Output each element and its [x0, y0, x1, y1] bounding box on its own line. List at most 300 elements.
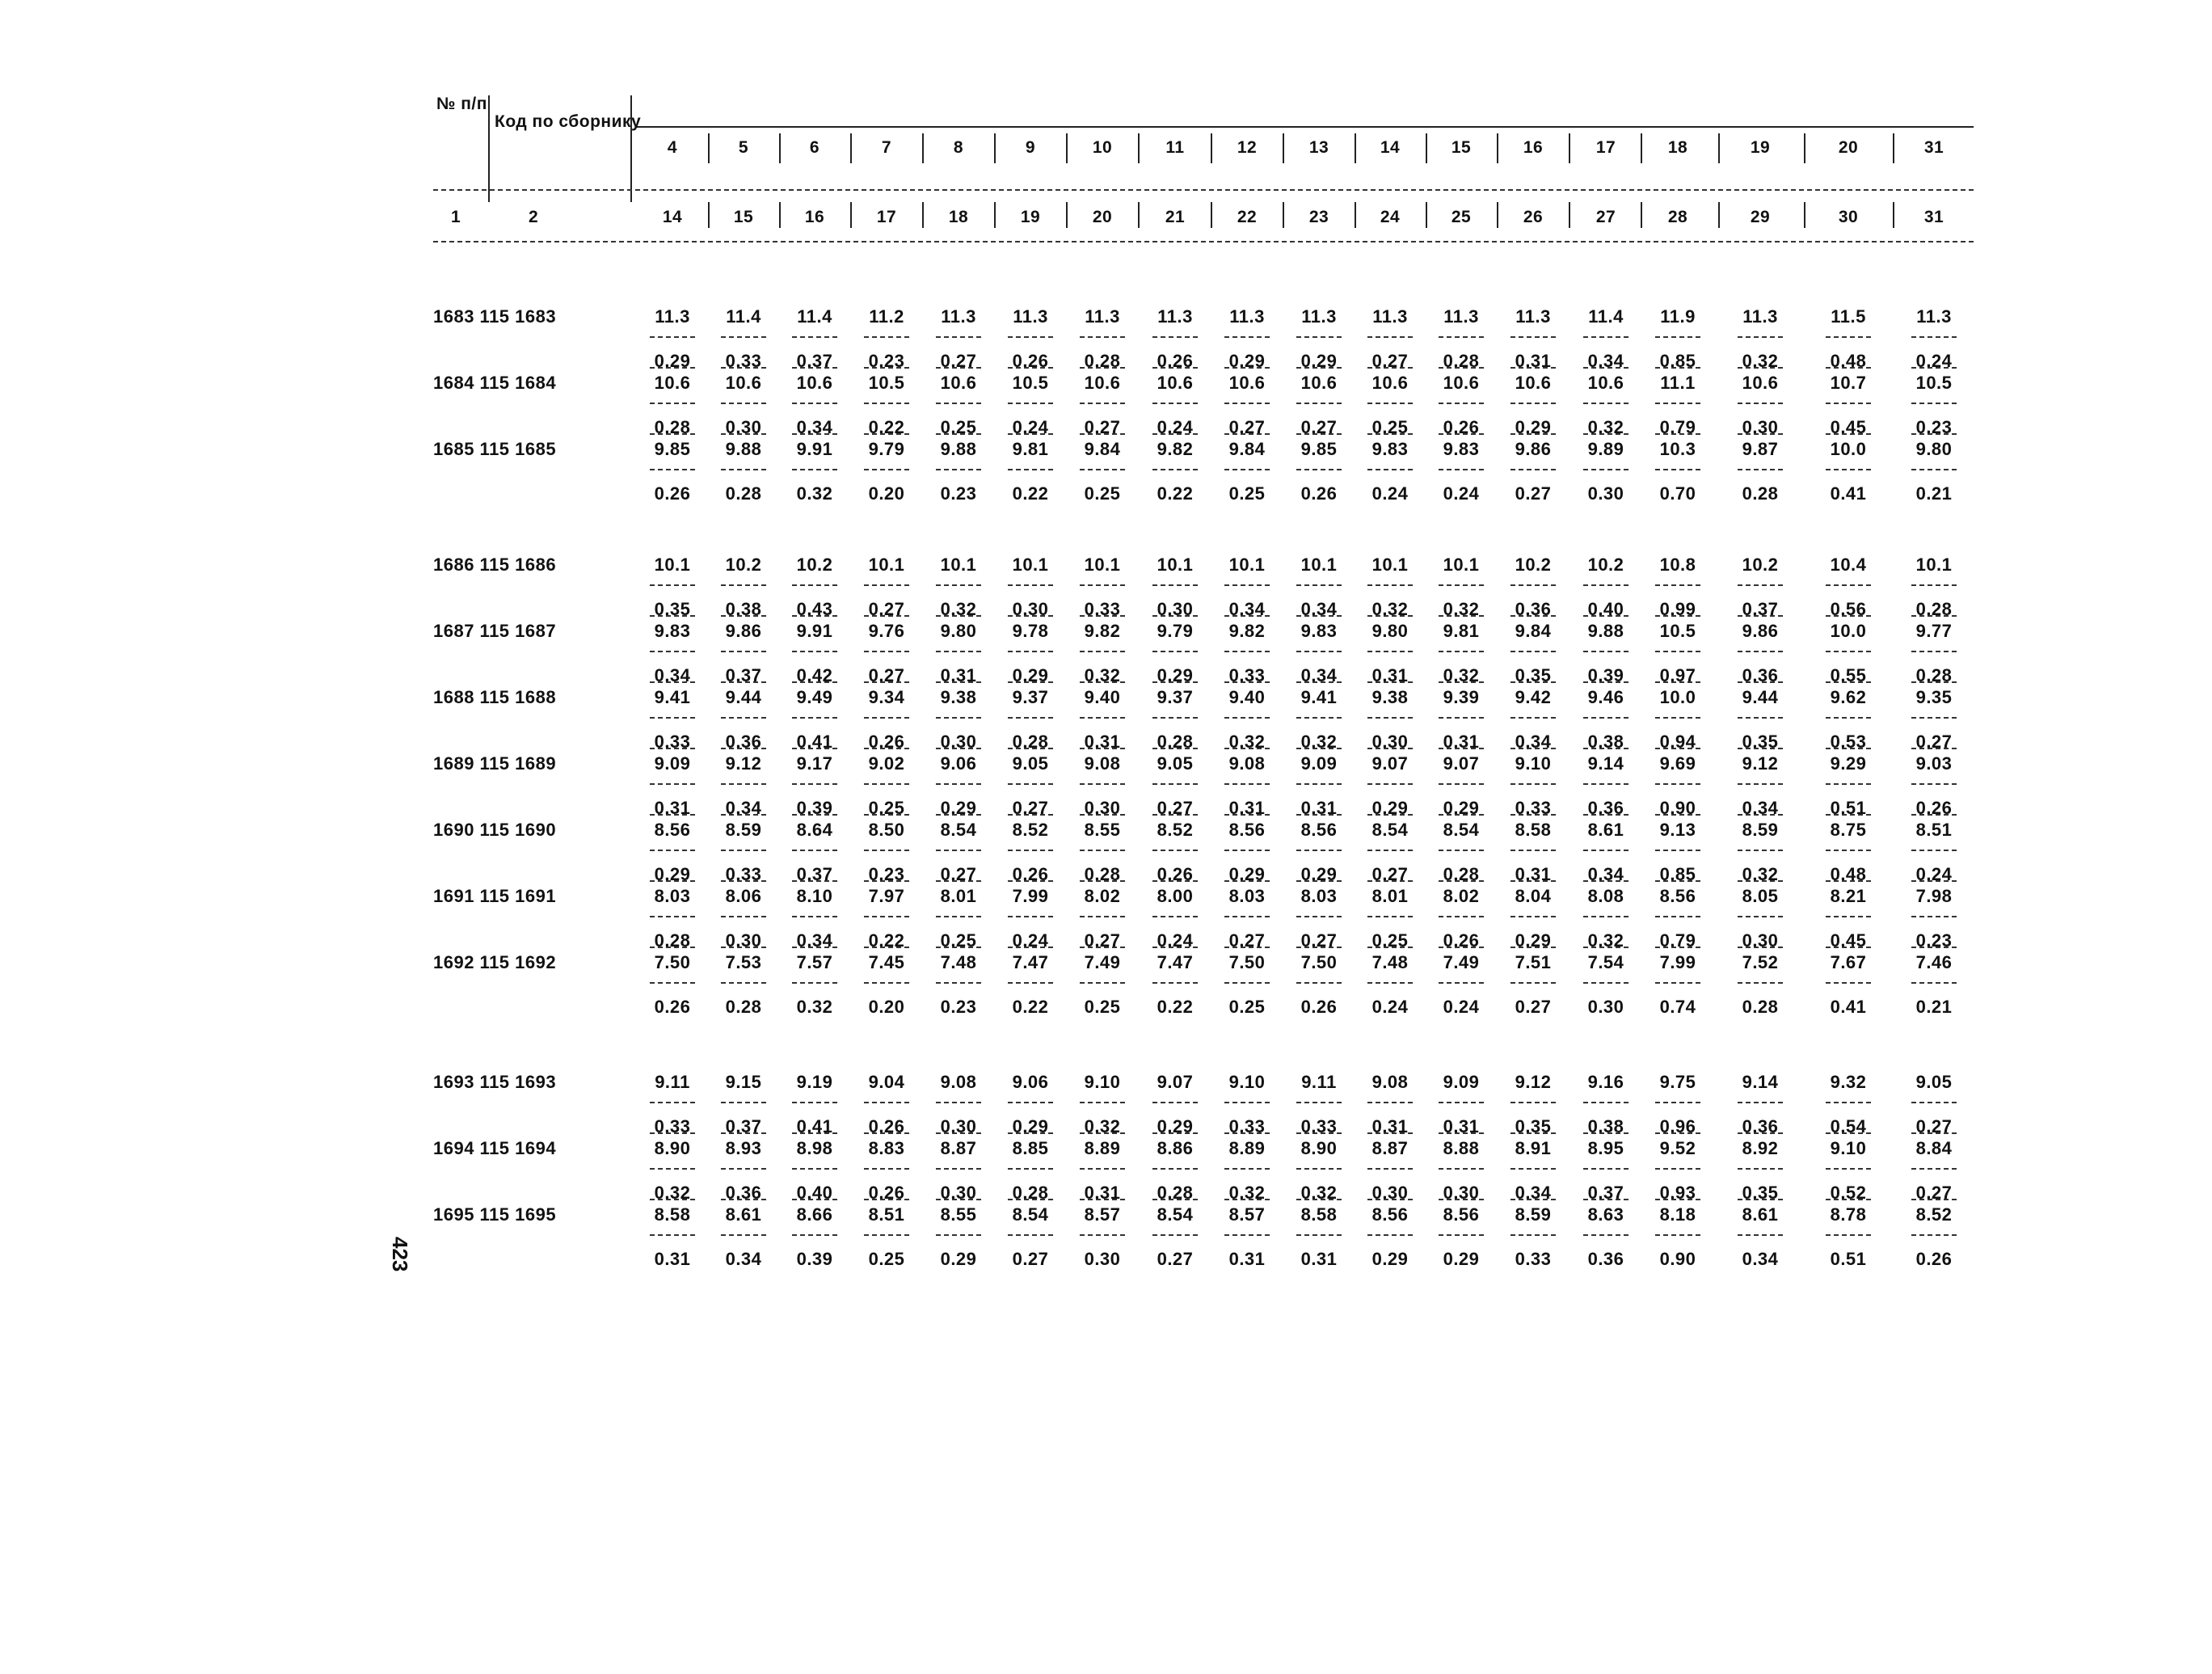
cell-value: 0.29	[1228, 351, 1266, 371]
fraction-dash	[1152, 982, 1198, 984]
cell-value: 0.34	[654, 665, 691, 685]
fraction-dash	[1296, 748, 1342, 749]
fraction-dash	[1738, 880, 1783, 882]
header-col2-label: Код по сборнику	[495, 112, 642, 131]
cell-value: 0.22	[1157, 997, 1194, 1017]
cell-value: 0.29	[1300, 351, 1338, 371]
fraction-dash	[1439, 880, 1484, 882]
header-column-divider	[1497, 133, 1498, 163]
fraction-dash	[1224, 336, 1270, 338]
cell-value: 0.31	[1371, 665, 1409, 685]
fraction-dash	[721, 433, 766, 435]
fraction-dash	[1510, 717, 1556, 719]
cell-value: 0.24	[1443, 483, 1480, 504]
cell-value: 0.29	[654, 864, 691, 884]
cell-value: 8.63	[1587, 1204, 1624, 1225]
fraction-dash	[1080, 615, 1125, 617]
cell-value: 0.97	[1659, 665, 1696, 685]
cell-value: 8.91	[1515, 1138, 1552, 1158]
fraction-dash	[1439, 947, 1484, 948]
fraction-dash	[1008, 748, 1053, 749]
cell-value: 11.4	[726, 306, 761, 327]
fraction-dash	[1583, 717, 1628, 719]
cell-value: 8.56	[1371, 1204, 1409, 1225]
cell-value: 0.32	[1443, 599, 1480, 619]
cell-value: 0.28	[1084, 351, 1121, 371]
fraction-dash	[1911, 1102, 1957, 1103]
cell-value: 0.29	[940, 798, 977, 818]
fraction-dash	[1738, 814, 1783, 816]
fraction-dash	[1826, 916, 1871, 917]
cell-value: 8.58	[1300, 1204, 1338, 1225]
cell-value: 0.48	[1830, 864, 1867, 884]
cell-value: 0.36	[1742, 665, 1779, 685]
fraction-dash	[721, 336, 766, 338]
row-label: 1690 115 1690	[433, 820, 557, 840]
fraction-dash	[1296, 584, 1342, 586]
fraction-dash	[1911, 1132, 1957, 1134]
header-top-number: 16	[1523, 138, 1544, 157]
cell-value: 8.87	[940, 1138, 977, 1158]
cell-value: 0.30	[940, 1183, 977, 1203]
fraction-dash	[1224, 1234, 1270, 1236]
cell-value: 0.30	[1084, 1249, 1121, 1269]
cell-value: 7.51	[1515, 952, 1552, 972]
fraction-dash	[1738, 850, 1783, 851]
fraction-dash	[1655, 336, 1700, 338]
cell-value: 0.34	[796, 417, 833, 437]
cell-value: 8.57	[1084, 1204, 1121, 1225]
cell-value: 8.58	[1515, 820, 1552, 840]
fraction-dash	[1738, 717, 1783, 719]
header-column-divider	[994, 202, 996, 228]
fraction-dash	[1738, 367, 1783, 369]
cell-value: 9.19	[796, 1072, 833, 1092]
cell-value: 9.07	[1443, 753, 1480, 774]
cell-value: 0.31	[1515, 864, 1552, 884]
cell-value: 8.54	[940, 820, 977, 840]
cell-value: 8.08	[1587, 886, 1624, 906]
fraction-dash	[1911, 1234, 1957, 1236]
fraction-dash	[1655, 651, 1700, 652]
cell-value: 0.33	[1084, 599, 1121, 619]
fraction-dash	[721, 880, 766, 882]
cell-value: 0.25	[940, 417, 977, 437]
cell-value: 0.29	[1300, 864, 1338, 884]
cell-value: 0.27	[1228, 417, 1266, 437]
fraction-dash	[1367, 403, 1413, 404]
fraction-dash	[1224, 1132, 1270, 1134]
cell-value: 9.32	[1830, 1072, 1867, 1092]
fraction-dash	[1510, 783, 1556, 785]
cell-value: 0.31	[1228, 798, 1266, 818]
cell-value: 0.32	[1742, 351, 1779, 371]
fraction-dash	[1080, 783, 1125, 785]
fraction-dash	[1080, 982, 1125, 984]
fraction-dash	[1008, 880, 1053, 882]
fraction-dash	[1224, 433, 1270, 435]
fraction-dash	[1655, 1234, 1700, 1236]
cell-value: 0.27	[1157, 798, 1194, 818]
fraction-dash	[936, 783, 981, 785]
cell-value: 0.32	[654, 1183, 691, 1203]
cell-value: 8.83	[868, 1138, 905, 1158]
header-bottom-number: 17	[876, 208, 897, 226]
header-column-divider	[850, 133, 852, 163]
fraction-dash	[1826, 850, 1871, 851]
fraction-dash	[936, 584, 981, 586]
row-label: 1689 115 1689	[433, 753, 557, 774]
fraction-dash	[1008, 814, 1053, 816]
fraction-dash	[1008, 615, 1053, 617]
cell-value: 9.84	[1084, 439, 1121, 459]
cell-value: 0.29	[1012, 665, 1049, 685]
cell-value: 0.41	[1830, 997, 1867, 1017]
fraction-dash	[1224, 947, 1270, 948]
cell-value: 0.27	[868, 599, 905, 619]
cell-value: 0.27	[1084, 417, 1121, 437]
cell-value: 9.11	[655, 1072, 690, 1092]
cell-value: 0.53	[1830, 732, 1867, 752]
fraction-dash	[936, 1199, 981, 1200]
fraction-dash	[721, 850, 766, 851]
fraction-dash	[1655, 947, 1700, 948]
cell-value: 0.27	[1371, 351, 1409, 371]
fraction-dash	[1367, 982, 1413, 984]
header-col1-label: № п/п	[436, 95, 487, 113]
cell-value: 0.37	[725, 665, 762, 685]
cell-value: 0.23	[1915, 417, 1953, 437]
cell-value: 8.51	[868, 1204, 905, 1225]
cell-value: 9.79	[1157, 621, 1194, 641]
cell-value: 0.23	[868, 864, 905, 884]
cell-value: 11.2	[869, 306, 904, 327]
fraction-dash	[1008, 433, 1053, 435]
fraction-dash	[1738, 1199, 1783, 1200]
cell-value: 0.26	[1012, 351, 1049, 371]
fraction-dash	[1655, 880, 1700, 882]
cell-value: 10.6	[1228, 373, 1266, 393]
cell-value: 0.70	[1659, 483, 1696, 504]
cell-value: 10.2	[725, 554, 762, 575]
header-column-divider	[708, 133, 710, 163]
fraction-dash	[1296, 916, 1342, 917]
cell-value: 8.03	[654, 886, 691, 906]
cell-value: 7.48	[1371, 952, 1409, 972]
fraction-dash	[1826, 367, 1871, 369]
fraction-dash	[1224, 403, 1270, 404]
cell-value: 0.29	[1515, 930, 1552, 951]
cell-value: 9.06	[940, 753, 977, 774]
fraction-dash	[792, 850, 837, 851]
cell-value: 9.82	[1228, 621, 1266, 641]
cell-value: 0.24	[1012, 930, 1049, 951]
cell-value: 0.24	[1371, 997, 1409, 1017]
cell-value: 11.3	[1013, 306, 1048, 327]
cell-value: 0.79	[1659, 930, 1696, 951]
fraction-dash	[936, 651, 981, 652]
header-bottom-number: 20	[1092, 208, 1113, 226]
cell-value: 0.22	[1012, 997, 1049, 1017]
header-column-divider	[1211, 202, 1212, 228]
cell-value: 0.31	[1371, 1116, 1409, 1136]
fraction-dash	[1367, 947, 1413, 948]
fraction-dash	[1152, 1132, 1198, 1134]
fraction-dash	[936, 916, 981, 917]
cell-value: 10.1	[1300, 554, 1338, 575]
cell-value: 10.1	[868, 554, 905, 575]
fraction-dash	[1296, 982, 1342, 984]
cell-value: 9.83	[1371, 439, 1409, 459]
page-number: 423	[388, 1237, 412, 1272]
cell-value: 9.11	[1301, 1072, 1337, 1092]
cell-value: 0.22	[1157, 483, 1194, 504]
cell-value: 10.1	[1228, 554, 1266, 575]
cell-value: 0.74	[1659, 997, 1696, 1017]
header-column-divider	[1718, 202, 1720, 228]
fraction-dash	[1152, 748, 1198, 749]
cell-value: 0.28	[725, 483, 762, 504]
cell-value: 9.88	[725, 439, 762, 459]
cell-value: 0.26	[868, 1116, 905, 1136]
fraction-dash	[1655, 584, 1700, 586]
cell-value: 0.30	[940, 1116, 977, 1136]
fraction-dash	[1655, 1199, 1700, 1200]
fraction-dash	[1439, 584, 1484, 586]
cell-value: 7.57	[796, 952, 833, 972]
cell-value: 10.2	[796, 554, 833, 575]
fraction-dash	[1510, 336, 1556, 338]
cell-value: 0.37	[1587, 1183, 1624, 1203]
cell-value: 0.54	[1830, 1116, 1867, 1136]
fraction-dash	[1911, 615, 1957, 617]
cell-value: 9.82	[1084, 621, 1121, 641]
cell-value: 8.58	[654, 1204, 691, 1225]
header-bottom-number: 21	[1165, 208, 1186, 226]
cell-value: 8.05	[1742, 886, 1779, 906]
fraction-dash	[1826, 1132, 1871, 1134]
cell-value: 0.25	[1371, 417, 1409, 437]
cell-value: 8.55	[940, 1204, 977, 1225]
fraction-dash	[721, 1168, 766, 1170]
fraction-dash	[1008, 947, 1053, 948]
cell-value: 0.29	[1443, 1249, 1480, 1269]
cell-value: 8.78	[1830, 1204, 1867, 1225]
header-column-divider	[1426, 202, 1427, 228]
cell-value: 0.20	[868, 997, 905, 1017]
cell-value: 0.42	[796, 665, 833, 685]
cell-value: 8.10	[796, 886, 833, 906]
cell-value: 0.25	[1371, 930, 1409, 951]
fraction-dash	[1583, 584, 1628, 586]
cell-value: 0.23	[1915, 930, 1953, 951]
cell-value: 0.33	[654, 732, 691, 752]
fraction-dash	[1583, 982, 1628, 984]
fraction-dash	[1367, 1132, 1413, 1134]
cell-value: 0.28	[1443, 351, 1480, 371]
fraction-dash	[1008, 336, 1053, 338]
cell-value: 0.32	[1084, 665, 1121, 685]
cell-value: 0.22	[868, 930, 905, 951]
fraction-dash	[1738, 947, 1783, 948]
cell-value: 0.29	[1012, 1116, 1049, 1136]
fraction-dash	[936, 850, 981, 851]
fraction-dash	[1080, 336, 1125, 338]
cell-value: 8.57	[1228, 1204, 1266, 1225]
cell-value: 0.35	[1515, 1116, 1552, 1136]
cell-value: 9.34	[868, 687, 905, 707]
fraction-dash	[1080, 403, 1125, 404]
cell-value: 9.77	[1915, 621, 1953, 641]
cell-value: 0.35	[1742, 732, 1779, 752]
row-label: 1695 115 1695	[433, 1204, 557, 1225]
fraction-dash	[1439, 367, 1484, 369]
fraction-dash	[1439, 1234, 1484, 1236]
fraction-dash	[1152, 814, 1198, 816]
header-top-number: 6	[809, 138, 820, 157]
fraction-dash	[1655, 916, 1700, 917]
cell-value: 0.25	[868, 1249, 905, 1269]
fraction-dash	[1080, 469, 1125, 470]
header-divider	[488, 95, 490, 202]
cell-value: 0.32	[940, 599, 977, 619]
fraction-dash	[1826, 717, 1871, 719]
fraction-dash	[1152, 1168, 1198, 1170]
cell-value: 0.40	[1587, 599, 1624, 619]
fraction-dash	[1296, 1199, 1342, 1200]
cell-value: 0.26	[1157, 864, 1194, 884]
cell-value: 8.56	[1659, 886, 1696, 906]
fraction-dash	[864, 1132, 909, 1134]
fraction-dash	[936, 814, 981, 816]
header-column-divider	[1138, 202, 1140, 228]
fraction-dash	[1738, 783, 1783, 785]
cell-value: 0.30	[725, 417, 762, 437]
cell-value: 0.51	[1830, 1249, 1867, 1269]
cell-value: 9.10	[1084, 1072, 1121, 1092]
cell-value: 9.29	[1830, 753, 1867, 774]
fraction-dash	[1367, 748, 1413, 749]
fraction-dash	[1080, 947, 1125, 948]
fraction-dash	[864, 433, 909, 435]
fraction-dash	[650, 1102, 695, 1103]
fraction-dash	[1439, 783, 1484, 785]
row-label: 1686 115 1686	[433, 554, 557, 575]
fraction-dash	[1439, 1132, 1484, 1134]
cell-value: 0.28	[1012, 732, 1049, 752]
cell-value: 9.83	[654, 621, 691, 641]
cell-value: 10.1	[1915, 554, 1953, 575]
cell-value: 8.54	[1371, 820, 1409, 840]
cell-value: 9.85	[654, 439, 691, 459]
cell-value: 0.34	[1300, 599, 1338, 619]
fraction-dash	[792, 1199, 837, 1200]
fraction-dash	[1367, 717, 1413, 719]
cell-value: 8.61	[1742, 1204, 1779, 1225]
header-bottom-rule	[433, 241, 1974, 242]
cell-value: 0.32	[1742, 864, 1779, 884]
header-top-number: 8	[953, 138, 964, 157]
cell-value: 10.5	[868, 373, 905, 393]
cell-value: 0.27	[1915, 732, 1953, 752]
cell-value: 0.34	[796, 930, 833, 951]
cell-value: 0.29	[654, 351, 691, 371]
cell-value: 0.34	[1742, 798, 1779, 818]
cell-value: 8.90	[1300, 1138, 1338, 1158]
cell-value: 9.03	[1915, 753, 1953, 774]
fraction-dash	[1583, 1199, 1628, 1200]
cell-value: 9.41	[654, 687, 691, 707]
fraction-dash	[1655, 403, 1700, 404]
cell-value: 0.34	[1228, 599, 1266, 619]
fraction-dash	[1738, 916, 1783, 917]
fraction-dash	[1152, 336, 1198, 338]
header-top-number: 19	[1750, 138, 1771, 157]
fraction-dash	[1439, 916, 1484, 917]
fraction-dash	[1152, 850, 1198, 851]
fraction-dash	[1439, 403, 1484, 404]
cell-value: 0.30	[1587, 483, 1624, 504]
fraction-dash	[1152, 916, 1198, 917]
cell-value: 0.34	[725, 1249, 762, 1269]
fraction-dash	[1510, 982, 1556, 984]
fraction-dash	[792, 748, 837, 749]
cell-value: 0.25	[1228, 483, 1266, 504]
fraction-dash	[1296, 433, 1342, 435]
fraction-dash	[1826, 1199, 1871, 1200]
fraction-dash	[650, 584, 695, 586]
fraction-dash	[1224, 615, 1270, 617]
row-label: 1685 115 1685	[433, 439, 557, 459]
cell-value: 9.15	[725, 1072, 762, 1092]
cell-value: 7.50	[654, 952, 691, 972]
cell-value: 9.78	[1012, 621, 1049, 641]
cell-value: 0.38	[725, 599, 762, 619]
fraction-dash	[1510, 1102, 1556, 1103]
cell-value: 7.50	[1228, 952, 1266, 972]
fraction-dash	[792, 880, 837, 882]
header-column-divider	[1283, 133, 1284, 163]
cell-value: 9.69	[1659, 753, 1696, 774]
fraction-dash	[721, 615, 766, 617]
cell-value: 0.45	[1830, 930, 1867, 951]
cell-value: 0.25	[1228, 997, 1266, 1017]
cell-value: 11.3	[1742, 306, 1778, 327]
cell-value: 0.26	[1300, 997, 1338, 1017]
fraction-dash	[1224, 982, 1270, 984]
fraction-dash	[864, 367, 909, 369]
fraction-dash	[650, 916, 695, 917]
cell-value: 0.26	[1012, 864, 1049, 884]
cell-value: 0.31	[1300, 798, 1338, 818]
fraction-dash	[721, 982, 766, 984]
cell-value: 9.85	[1300, 439, 1338, 459]
fraction-dash	[1296, 1132, 1342, 1134]
fraction-dash	[1583, 1102, 1628, 1103]
fraction-dash	[1367, 584, 1413, 586]
fraction-dash	[650, 783, 695, 785]
cell-value: 9.81	[1443, 621, 1480, 641]
cell-value: 0.32	[796, 997, 833, 1017]
fraction-dash	[1510, 1234, 1556, 1236]
cell-value: 10.6	[654, 373, 691, 393]
header-bottom-number: 15	[733, 208, 754, 226]
fraction-dash	[1583, 880, 1628, 882]
fraction-dash	[1911, 336, 1957, 338]
fraction-dash	[1826, 748, 1871, 749]
fraction-dash	[1738, 1102, 1783, 1103]
header-column-divider	[1804, 133, 1805, 163]
